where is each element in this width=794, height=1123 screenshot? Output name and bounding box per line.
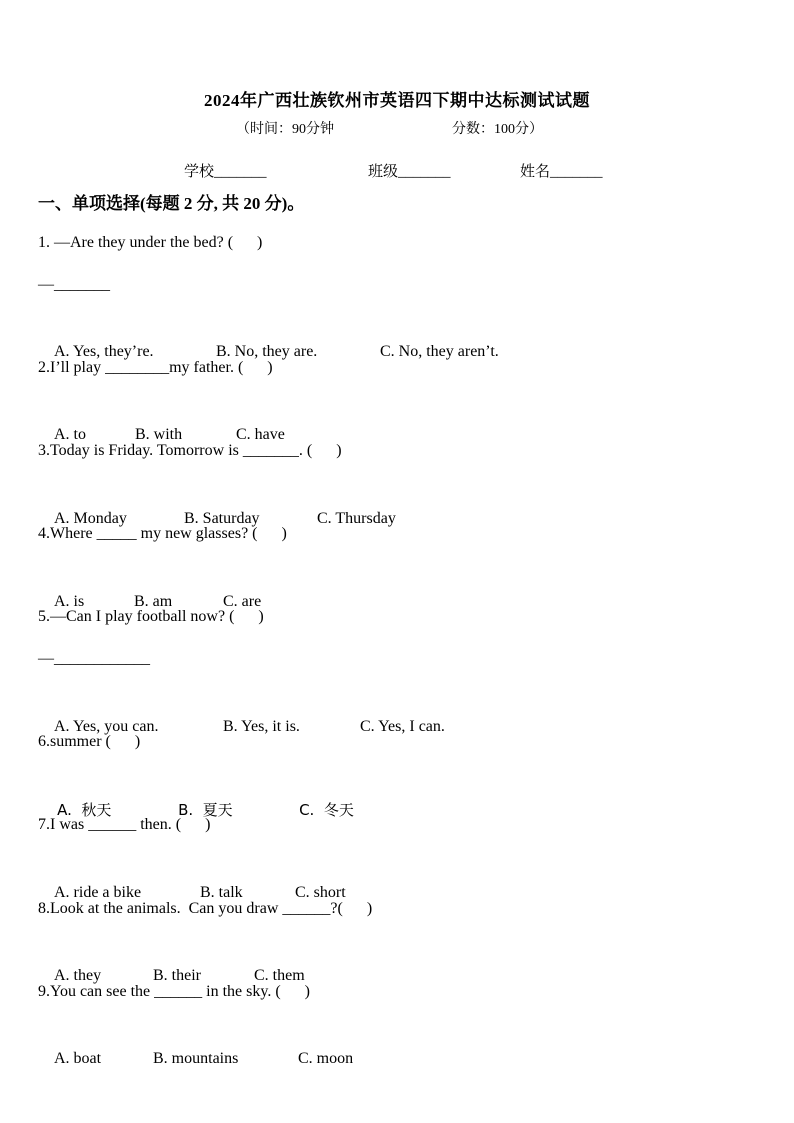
option-c[interactable]: C. 冬天 xyxy=(299,800,354,819)
option-a[interactable]: A. to xyxy=(54,426,86,444)
question-5-options xyxy=(38,688,758,735)
option-b[interactable]: B. 夏天 xyxy=(178,800,233,819)
page-title: 2024年广西壮族钦州市英语四下期中达标测试试题 xyxy=(204,91,590,110)
name-field[interactable]: 姓名_______ xyxy=(520,164,603,180)
question-1-stem: 1. —Are they under the bed? ( ) xyxy=(38,234,263,251)
option-a[interactable]: A. Yes, you can. xyxy=(54,717,159,735)
question-2-options xyxy=(38,396,758,444)
class-field[interactable]: 班级_______ xyxy=(368,164,451,180)
question-7-options xyxy=(38,854,758,901)
question-8-stem: 8.Look at the animals. Can you draw ______?( ) xyxy=(38,899,373,917)
question-5-answer-line[interactable]: —____________ xyxy=(38,649,150,667)
school-field[interactable]: 学校_______ xyxy=(184,164,267,180)
option-c[interactable]: C. them xyxy=(254,967,305,985)
option-b[interactable]: B. talk xyxy=(200,883,243,901)
question-1-options xyxy=(38,313,758,361)
question-4-stem: 4.Where _____ my new glasses? ( ) xyxy=(38,525,287,543)
question-6-options xyxy=(38,771,758,819)
question-8-options xyxy=(38,937,758,985)
option-c[interactable]: C. short xyxy=(295,883,346,901)
option-a[interactable]: A. is xyxy=(54,592,85,610)
option-a[interactable]: A. ride a bike xyxy=(54,883,142,901)
option-a[interactable]: A. Monday xyxy=(54,509,127,527)
option-a[interactable]: A. boat xyxy=(54,1050,102,1068)
option-a[interactable]: A. Yes, they’re. xyxy=(54,343,154,361)
question-list xyxy=(38,230,758,1068)
question-9-options xyxy=(38,1020,758,1068)
option-b[interactable]: B. their xyxy=(153,967,201,985)
option-b[interactable]: B. with xyxy=(135,426,183,444)
question-2-stem: 2.I’ll play ________my father. ( ) xyxy=(38,358,273,376)
question-5-stem: 5.—Can I play football now? ( ) xyxy=(38,608,264,626)
exam-score: 分数：100分） xyxy=(452,122,543,137)
option-b[interactable]: B. am xyxy=(134,592,173,610)
question-1-answer-line[interactable]: —_______ xyxy=(38,275,110,293)
option-c[interactable]: C. Yes, I can. xyxy=(360,717,445,735)
option-a[interactable]: A. 秋天 xyxy=(57,800,112,819)
option-b[interactable]: B. Yes, it is. xyxy=(223,717,300,735)
option-b[interactable]: B. mountains xyxy=(153,1050,239,1068)
exam-time: （时间：90分钟 xyxy=(236,122,334,137)
question-3-stem: 3.Today is Friday. Tomorrow is _______. ( ) xyxy=(38,441,342,459)
section-heading: 一、单项选择(每题 2 分, 共 20 分)。 xyxy=(38,194,305,213)
question-6-stem: 6.summer ( ) xyxy=(38,733,141,751)
option-c[interactable]: C. have xyxy=(236,426,285,444)
option-b[interactable]: B. No, they are. xyxy=(216,343,318,361)
option-c[interactable]: C. Thursday xyxy=(317,509,396,527)
question-3-options xyxy=(38,480,758,527)
option-c[interactable]: C. No, they aren’t. xyxy=(380,343,499,361)
option-a[interactable]: A. they xyxy=(54,967,102,985)
option-c[interactable]: C. moon xyxy=(298,1050,354,1068)
option-c[interactable]: C. are xyxy=(223,592,262,610)
question-7-stem: 7.I was ______ then. ( ) xyxy=(38,816,211,834)
question-4-options xyxy=(38,563,758,610)
question-9-stem: 9.You can see the ______ in the sky. ( ) xyxy=(38,982,310,1000)
option-b[interactable]: B. Saturday xyxy=(184,509,260,527)
